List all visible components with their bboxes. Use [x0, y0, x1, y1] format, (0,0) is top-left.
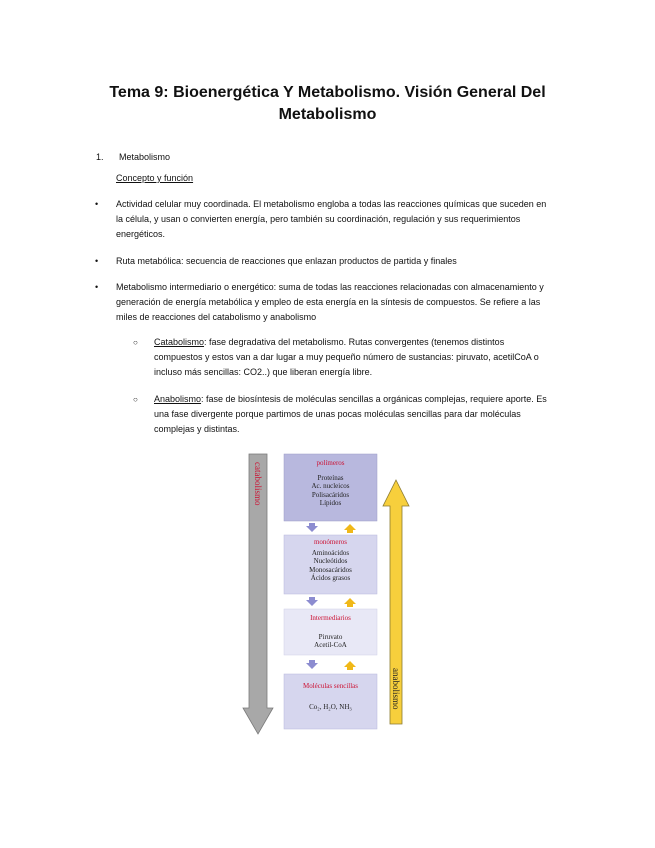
box-intermediarios-item: Piruvato — [318, 632, 343, 641]
paragraph-bullet-1 — [116, 197, 546, 242]
bullet-3-line-1: Metabolismo intermediario o energético: suma de todas las reacciones relacionadas con almacenamiento y — [116, 282, 544, 292]
small-arrows-row-3 — [306, 660, 356, 670]
anabolismo-line-2: una fase divergente porque partimos de unas pocas moléculas sencillas para dar moléculas — [154, 409, 521, 419]
small-up-arrow-icon — [344, 524, 356, 533]
subbullet-marker: ○ — [133, 338, 138, 347]
small-down-arrow-icon — [306, 523, 318, 532]
term-anabolismo: Anabolismo — [154, 394, 202, 404]
box-polimeros-item: Proteínas — [317, 473, 344, 482]
metabolism-diagram — [240, 452, 415, 742]
catabolismo-line-2: compuestos y estos van a dar lugar a muy pequeño número de sustancias: piruvato, acetilCoA o — [154, 352, 539, 362]
anabolismo-line-1: : fase de biosíntesis de moléculas sencillas a orgánicas complejas, requiere aporte. Es — [201, 394, 547, 404]
bullet-marker: • — [95, 282, 99, 292]
box-monomeros-item: Monosacáridos — [309, 565, 352, 574]
paragraph-bullet-3 — [116, 280, 544, 325]
anabolismo-line-3: complejas y distintas. — [154, 424, 240, 434]
box-polimeros-item: Lípidos — [319, 499, 342, 507]
section-subheading: Concepto y función — [116, 173, 194, 183]
small-down-arrow-icon — [306, 660, 318, 669]
box-monomeros-item: Nucleótidos — [313, 557, 348, 565]
bullet-3-line-3: miles de reacciones del catabolismo y anabolismo — [116, 312, 317, 322]
box-intermediarios-header: Intermediarios — [310, 614, 351, 622]
box-monomeros — [284, 538, 377, 583]
small-up-arrow-icon — [344, 661, 356, 670]
small-up-arrow-icon — [344, 598, 356, 607]
bullet-marker: • — [95, 199, 99, 209]
title-line-1: Tema 9: Bioenergética Y Metabolismo. Visión General Del — [109, 84, 546, 101]
box-polimeros-header: polímeros — [316, 459, 345, 467]
bullet-marker: • — [95, 256, 99, 266]
paragraph-catabolismo — [154, 335, 539, 380]
box-monomeros-header: monómeros — [313, 538, 348, 546]
box-monomeros-item: Ácidos grasos — [310, 574, 351, 582]
small-down-arrow-icon — [306, 597, 318, 606]
small-arrows-row-2 — [306, 597, 356, 607]
page-title — [90, 82, 565, 126]
section-number: 1. — [96, 152, 104, 162]
box-polimeros — [284, 459, 377, 508]
catabolismo-line-1: : fase degradativa del metabolismo. Rutas convergentes (tenemos distintos — [204, 337, 505, 347]
subbullet-marker: ○ — [133, 395, 138, 404]
box-moleculas — [284, 682, 377, 711]
box-intermediarios-item: Acetil-CoA — [314, 641, 347, 649]
bullet-1-line-3: energéticos. — [116, 229, 166, 239]
catabolismo-line-3: incluso más sencillas: CO2..) que liberan energía libre. — [154, 367, 373, 377]
bullet-1-line-2: la célula, y usan o convierten energía, pero también su coordinación, regulación y sus requerimientos — [116, 214, 521, 224]
term-catabolismo: Catabolismo — [154, 337, 205, 347]
box-intermediarios — [284, 614, 377, 650]
paragraph-bullet-2 — [116, 254, 457, 269]
box-moleculas-header: Moléculas sencillas — [302, 682, 358, 690]
paragraph-anabolismo — [154, 392, 547, 437]
bullet-2-line-1: Ruta metabólica: secuencia de reacciones que enlazan productos de partida y finales — [116, 256, 457, 266]
anabolism-label: anabolismo — [391, 668, 401, 710]
box-moleculas-item: Co₂, H₂O, NH₃ — [309, 702, 352, 711]
box-polimeros-item: Ac. nucleicos — [311, 482, 350, 490]
bullet-1-line-1: Actividad celular muy coordinada. El metabolismo engloba a todas las reacciones químicas que suceden en — [116, 199, 547, 209]
section-heading: Metabolismo — [119, 152, 171, 162]
box-monomeros-item: Aminoácidos — [311, 548, 350, 557]
title-line-2: Metabolismo — [278, 106, 377, 123]
small-arrows-row-1 — [306, 523, 356, 533]
bullet-3-line-2: generación de energía metabólica y empleo de esta energía en la síntesis de compuestos. Se refiere a las — [116, 297, 541, 307]
catabolism-label: catabolismo — [253, 462, 263, 506]
box-polimeros-item: Polisacáridos — [311, 490, 350, 499]
